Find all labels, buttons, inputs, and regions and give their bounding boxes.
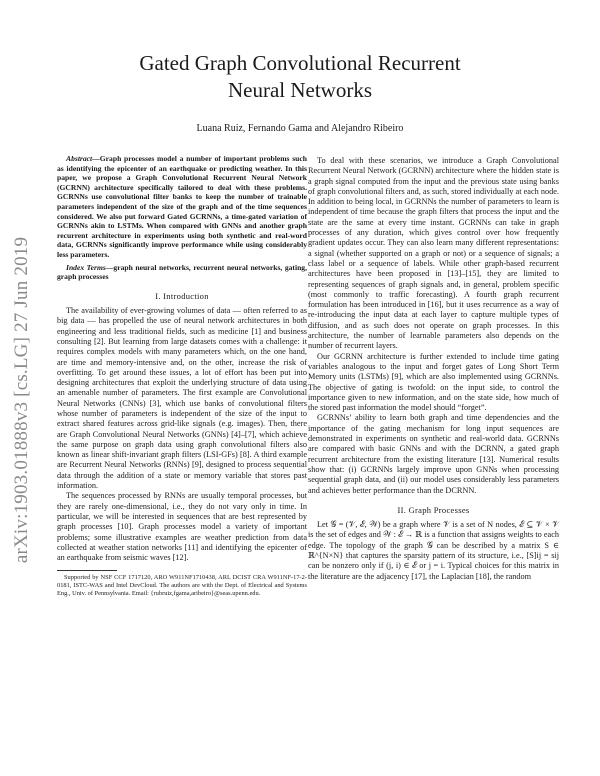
arxiv-id: arXiv:1903.01888v3 [cs.LG] 27 Jun 2019 — [11, 236, 32, 564]
abstract — [57, 154, 307, 260]
graph-processes-paragraph-1: Let 𝒢 = (𝒱, ℰ, 𝒲) be a graph where 𝒱 is a set of N nodes, ℰ ⊆ 𝒱 × 𝒱 is the set of edges and 𝒲 : ℰ → ℝ is a function that assigns weights to each edge. The topology of the graph 𝒢 can be described by a matrix S ∈ ℝ^{N×N} that captures the sparsity pattern of its structure, i.e., [S]ij = sij can be nonzero only if (j, i) ∈ ℰ or j = i. Typical choices for this matrix in the literature are the adjacency [17], the Laplacian [18], the random — [308, 520, 559, 581]
title-line-1: Gated Graph Convolutional Recurrent — [139, 51, 461, 75]
funding-footnote: Supported by NSF CCF 1717120, ARO W911NF1710438, ARL DCIST CRA W911NF-17-2-0181, ISTC-WAS and Intel DevCloud. The authors are with the Dept. of Electrical and Systems Eng., Univ. of Pennsylvania. Email: {rubruiz,fgama,aribeiro}@seas.upenn.edu. — [57, 574, 307, 598]
right-column — [308, 156, 559, 582]
intro-paragraph-3: To deal with these scenarios, we introduce a Graph Convolutional Recurrent Neural Network (GCRNN) architecture where the hidden state is a graph signal computed from the input and the previous state using banks of graph convolutional filters and, as such, stored individually at each node. In addition to being local, in GCRNNs the number of parameters to learn is independent of time because the graph filters that process the input and the state are the same at every time instant. GCRNNs can take in graph processes of any duration, which gives control over how frequently gradient updates occur. They can also learn many different representations: a signal (whether supported on a graph or not) or a sequence of signals; a class label or a sequence of labels. While other graph-based recurrent architectures have been proposed in [13]–[15], they are limited to representing sequences of graph signals and, in general, problem specific (most commonly to traffic forecasting). A fourth graph recurrent formulation has been introduced in [16], but it uses recurrence as a way of re-introducing the input data at each layer to capture multiple types of diffusion, and as such does not operate on graph processes. In this architecture, the number of learnable parameters also depends on the number of recurrent layers. — [308, 156, 559, 351]
footnote-divider — [57, 570, 117, 571]
arxiv-sidebar-stamp — [2, 220, 42, 580]
index-terms-text: —graph neural networks, recurrent neural networks, gating, graph processes — [57, 262, 307, 282]
index-terms — [57, 263, 307, 282]
section-heading-introduction: I. Introduction — [155, 290, 209, 301]
author-list: Luana Ruiz, Fernando Gama and Alejandro Ribeiro — [196, 123, 404, 134]
abstract-text: —Graph processes model a number of important problems such as identifying the epicenter of an earthquake or predicting weather. In this paper, we propose a Graph Convolutional Recurrent Neural Network (GCRNN) architecture specifically tailored to deal with these problems. GCRNNs use convolutional filter banks to keep the number of trainable parameters independent of the size of the graph and of the time sequences considered. We also put forward Gated GCRNNs, a time-gated variation of GCRNNs akin to LSTMs. When compared with GNNs and another graph recurrent architecture in experiments using both synthetic and real-word data, GCRNNs significantly improve performance while using considerably less parameters. — [57, 154, 307, 259]
intro-paragraph-2: The sequences processed by RNNs are usually temporal processes, but they are rarely one-dimensional, i.e., they do not vary only in time. In particular, we will be interested in sequences that are best represented by graph processes [10]. Graph processes model a variety of important problems; some illustrative examples are weather prediction from data collected at weather station networks [11] and identifying the epicenter of an earthquake from seismic waves [12]. — [57, 491, 307, 563]
paper-title — [60, 50, 540, 104]
section-heading-graph-processes: II. Graph Processes — [397, 504, 470, 515]
intro-paragraph-4: Our GCRNN architecture is further extended to include time gating variables analogous to the input and forget gates of Long Short Term Memory units (LSTMs) [9], which are also implemented using GCRNNs. The objective of gating is twofold: on the input side, to control the importance given to new information, and on the state side, how much of the stored past information the model should “forget”. — [308, 351, 559, 413]
intro-paragraph-5: GCRNNs’ ability to learn both graph and time dependencies and the importance of the gating mechanism for long input sequences are demonstrated in experiments on synthetic and real-world data. GCRNNs are compared with basic GNNs and with the DCRNN, a gated graph recurrent architecture from the existing literature [13]. Numerical results show that: (i) GCRNNs largely improve upon GNNs when processing sequential graph data, and (ii) our model uses considerably less parameters and achieves better performance than the DCRNN. — [308, 413, 559, 495]
abstract-label: Abstract — [66, 154, 93, 163]
intro-paragraph-1: The availability of ever-growing volumes of data — often referred to as big data — has propelled the use of neural network architectures in both engineering and less traditional fields, such as medicine [1] and business consulting [2]. But learning from large datasets comes with a challenge: it requires complex models with many parameters which, on the one hand, are time and memory-intensive and, on the other, increase the risk of overfitting. To get around these issues, a lot of effort has been put into designing architectures that exploit the underlying structure of data using an amenable number of parameters. The first example are Convolutional Neural Networks (CNNs) [3], which use banks of convolutional filters whose number of parameters is independent of the size of the input to extract shared features across grid-like signals (e.g. images). Then, there are Graph Convolutional Neural Networks (GNNs) [4]–[7], which achieve the same purpose on graph data using graph convolutional filters also known as linear shift-invariant graph filters (LSI-GFs) [8]. A third example are Recurrent Neural Networks (RNNs) [9], designed to process sequential data through the addition of a state or memory variable that stores past information. — [57, 306, 307, 491]
left-column — [57, 154, 307, 598]
title-line-2: Neural Networks — [227, 78, 373, 102]
index-terms-label: Index Terms — [66, 262, 106, 272]
